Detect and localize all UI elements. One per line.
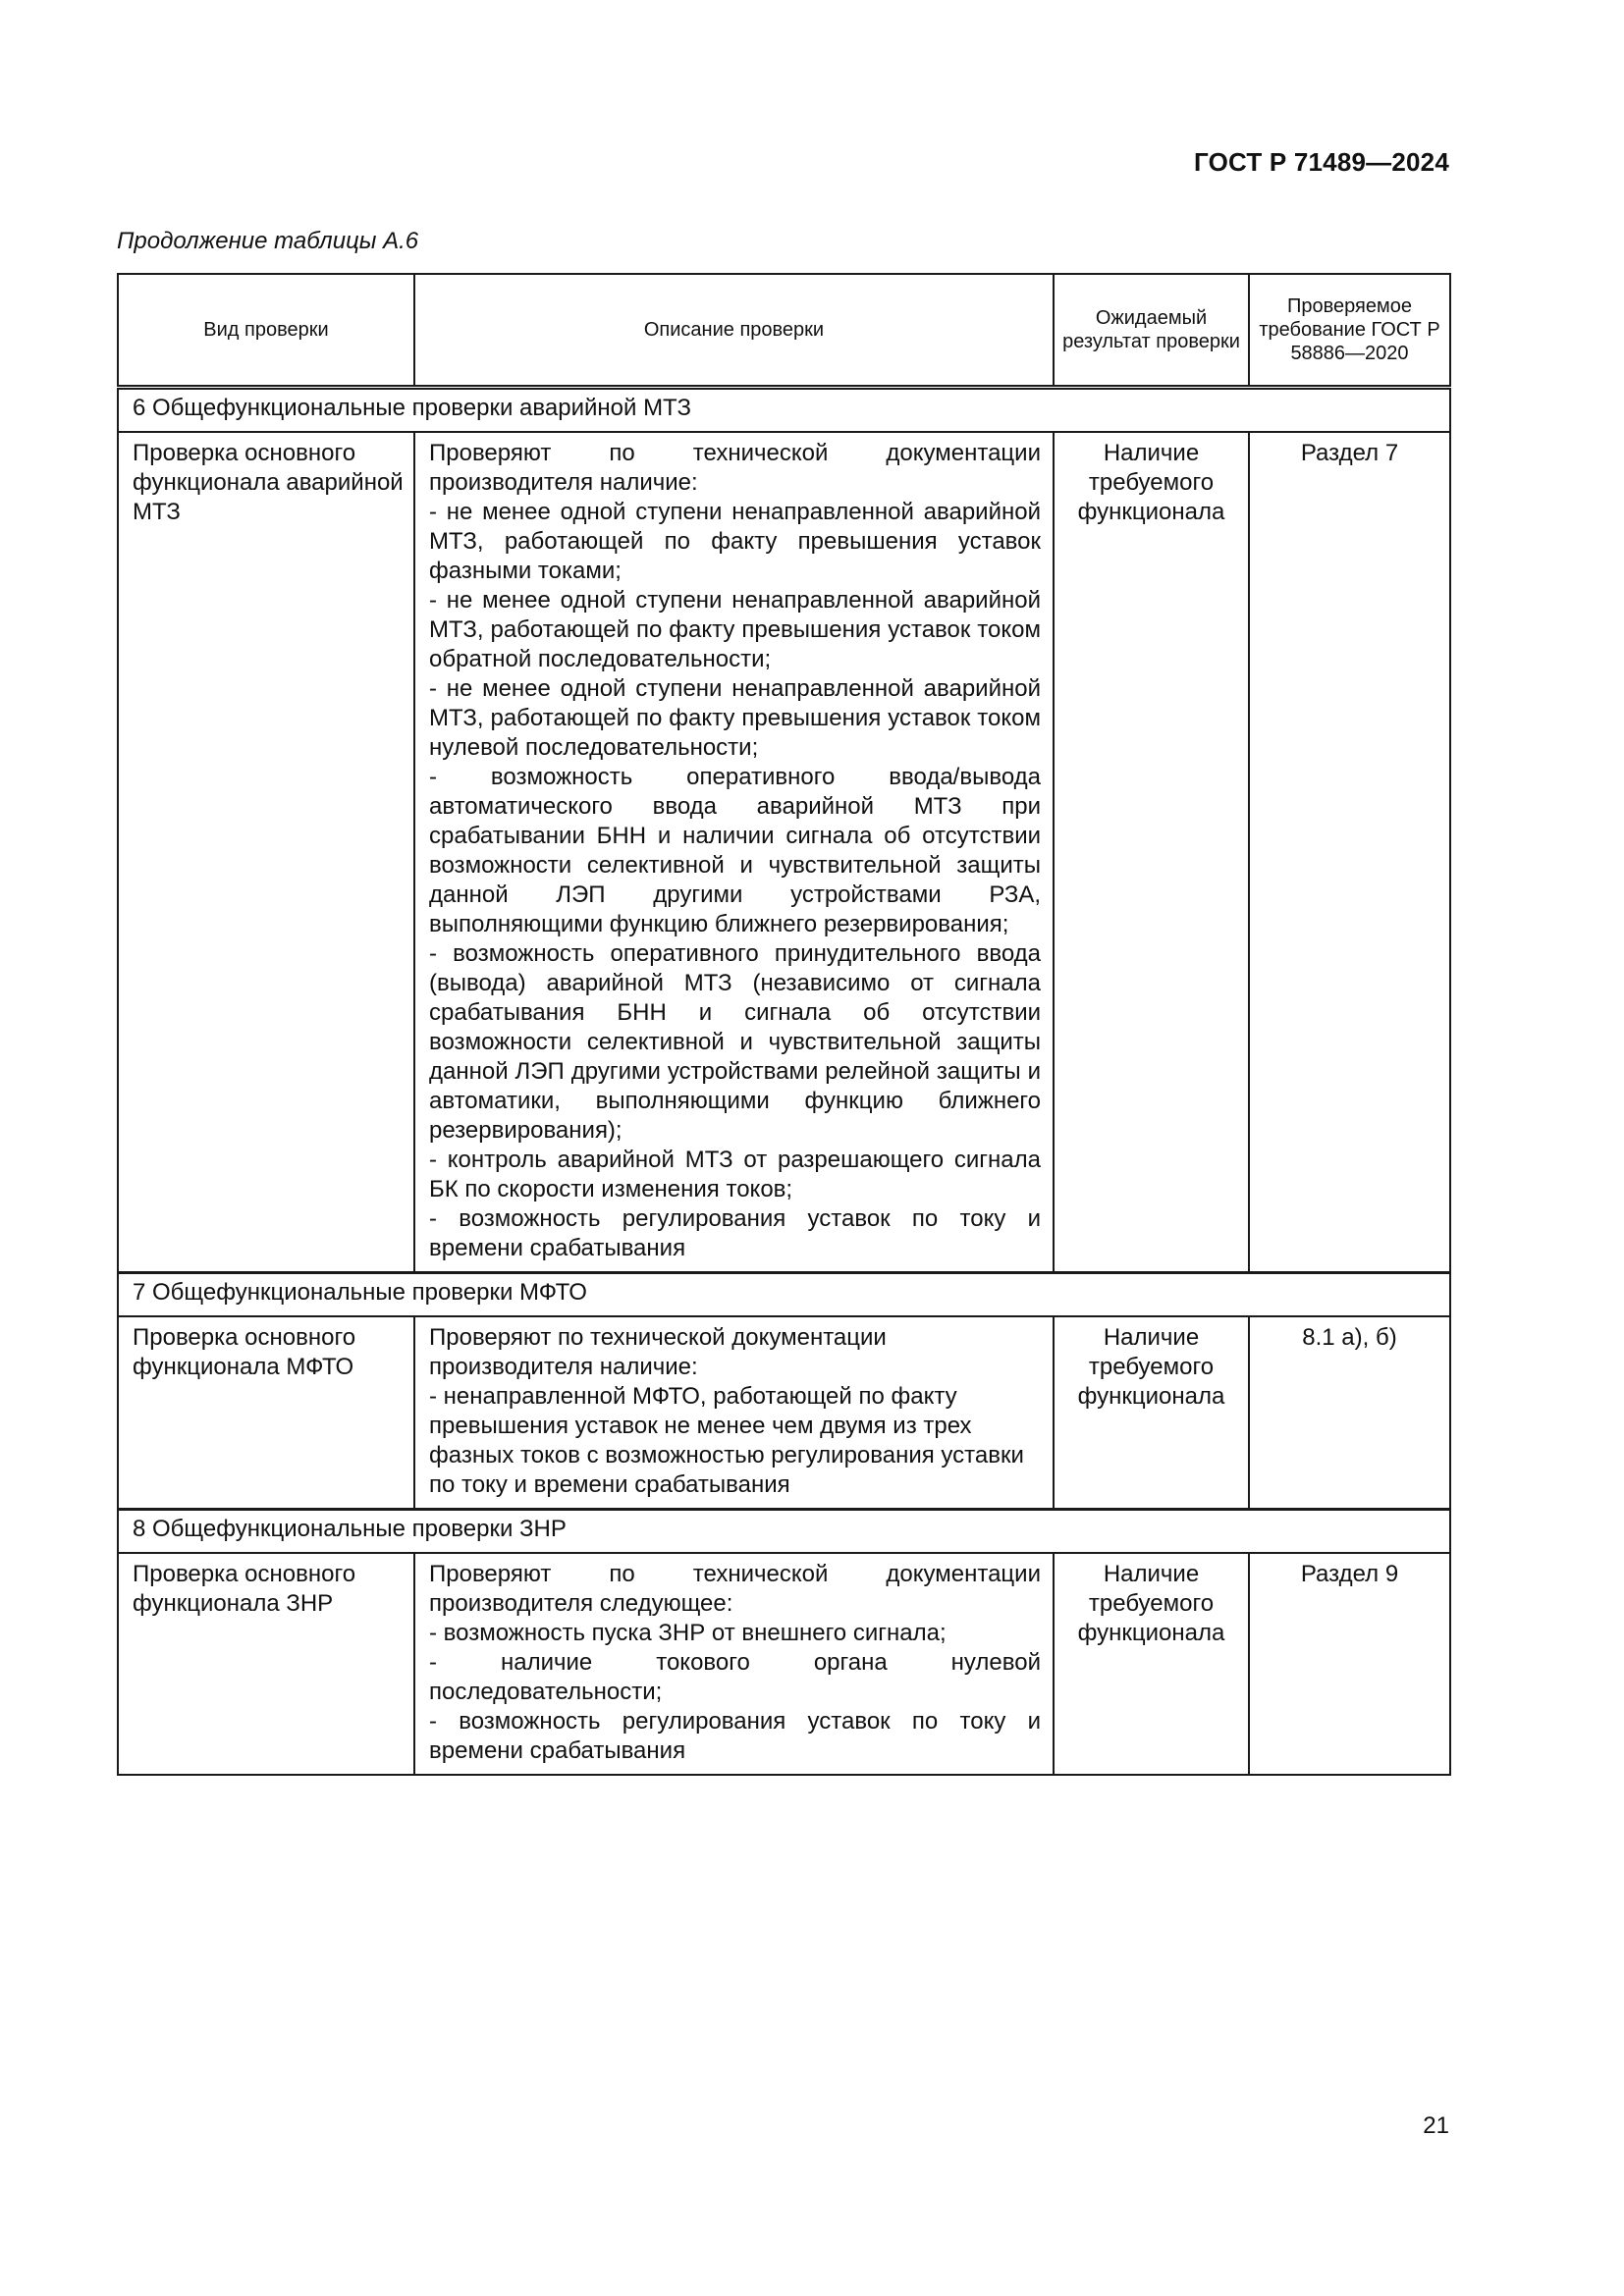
table-row (118, 1316, 1450, 1510)
section-row (118, 1273, 1450, 1317)
expected-result-cell: Наличие требуемого функционала (1054, 432, 1249, 1273)
document-code: ГОСТ Р 71489—2024 (1194, 147, 1449, 177)
requirement-cell: Раздел 9 (1249, 1553, 1450, 1775)
description-line: Проверяют по технической документации производителя следующее: (429, 1561, 1041, 1617)
description-cell (414, 1316, 1054, 1510)
column-header-description: Описание проверки (414, 274, 1054, 388)
section-title: 7 Общефункциональные проверки МФТО (118, 1273, 1450, 1317)
section-row (118, 388, 1450, 433)
description-line: - возможность оперативного ввода/вывода автоматического ввода аварийной МТЗ при срабатывании БНН и наличии сигнала об отсутствии возможности селективной и чувствительной защиты данной ЛЭП другими устройствами РЗА, выполняющими функцию ближнего резервирования; (429, 764, 1041, 937)
column-header-requirement: Проверяемое требование ГОСТ Р 58886—2020 (1249, 274, 1450, 388)
section-row (118, 1510, 1450, 1554)
description-cell (414, 432, 1054, 1273)
expected-result-cell: Наличие требуемого функционала (1054, 1553, 1249, 1775)
description-line: - не менее одной ступени ненаправленной аварийной МТЗ, работающей по факту превышения уставок фазными токами; (429, 499, 1041, 584)
description-line: Проверяют по технической документации производителя наличие: (429, 1324, 887, 1380)
requirement-cell: Раздел 7 (1249, 432, 1450, 1273)
description-line: - возможность пуска ЗНР от внешнего сигнала; (429, 1620, 947, 1646)
description-line: - контроль аварийной МТЗ от разрешающего сигнала БК по скорости изменения токов; (429, 1147, 1041, 1202)
requirement-cell: 8.1 а), б) (1249, 1316, 1450, 1510)
table-row (118, 1553, 1450, 1775)
expected-result-cell: Наличие требуемого функционала (1054, 1316, 1249, 1510)
page-number: 21 (1423, 2112, 1449, 2139)
column-header-expected-result: Ожидаемый результат проверки (1054, 274, 1249, 388)
check-type-cell: Проверка основного функционала ЗНР (118, 1553, 414, 1775)
table-continuation-caption: Продолжение таблицы А.6 (117, 228, 419, 254)
description-line: - ненаправленной МФТО, работающей по факту превышения уставок не менее чем двумя из трех фазных токов с возможностью регулирования уставки по току и времени срабатывания (429, 1383, 1024, 1498)
section-title: 8 Общефункциональные проверки ЗНР (118, 1510, 1450, 1554)
description-line: - возможность регулирования уставок по току и времени срабатывания (429, 1708, 1041, 1764)
description-line: - возможность регулирования уставок по току и времени срабатывания (429, 1205, 1041, 1261)
description-line: Проверяют по технической документации производителя наличие: (429, 440, 1041, 496)
description-line: - не менее одной ступени ненаправленной аварийной МТЗ, работающей по факту превышения уставок током обратной последовательности; (429, 587, 1041, 672)
check-type-cell: Проверка основного функционала МФТО (118, 1316, 414, 1510)
table-header-row (118, 274, 1450, 388)
checks-table (117, 273, 1451, 1776)
table-row (118, 432, 1450, 1273)
section-title: 6 Общефункциональные проверки аварийной МТЗ (118, 388, 1450, 433)
column-header-check-type: Вид проверки (118, 274, 414, 388)
description-cell (414, 1553, 1054, 1775)
check-type-cell: Проверка основного функционала аварийной МТЗ (118, 432, 414, 1273)
description-line: - возможность оперативного принудительного ввода (вывода) аварийной МТЗ (независимо от сигнала срабатывания БНН и сигнала об отсутствии возможности селективной и чувствительной защиты данной ЛЭП другими устройствами релейной защиты и автоматики, выполняющими функцию ближнего резервирования); (429, 940, 1041, 1144)
description-line: - не менее одной ступени ненаправленной аварийной МТЗ, работающей по факту превышения уставок током нулевой последовательности; (429, 675, 1041, 761)
description-line: - наличие токового органа нулевой последовательности; (429, 1649, 1041, 1705)
